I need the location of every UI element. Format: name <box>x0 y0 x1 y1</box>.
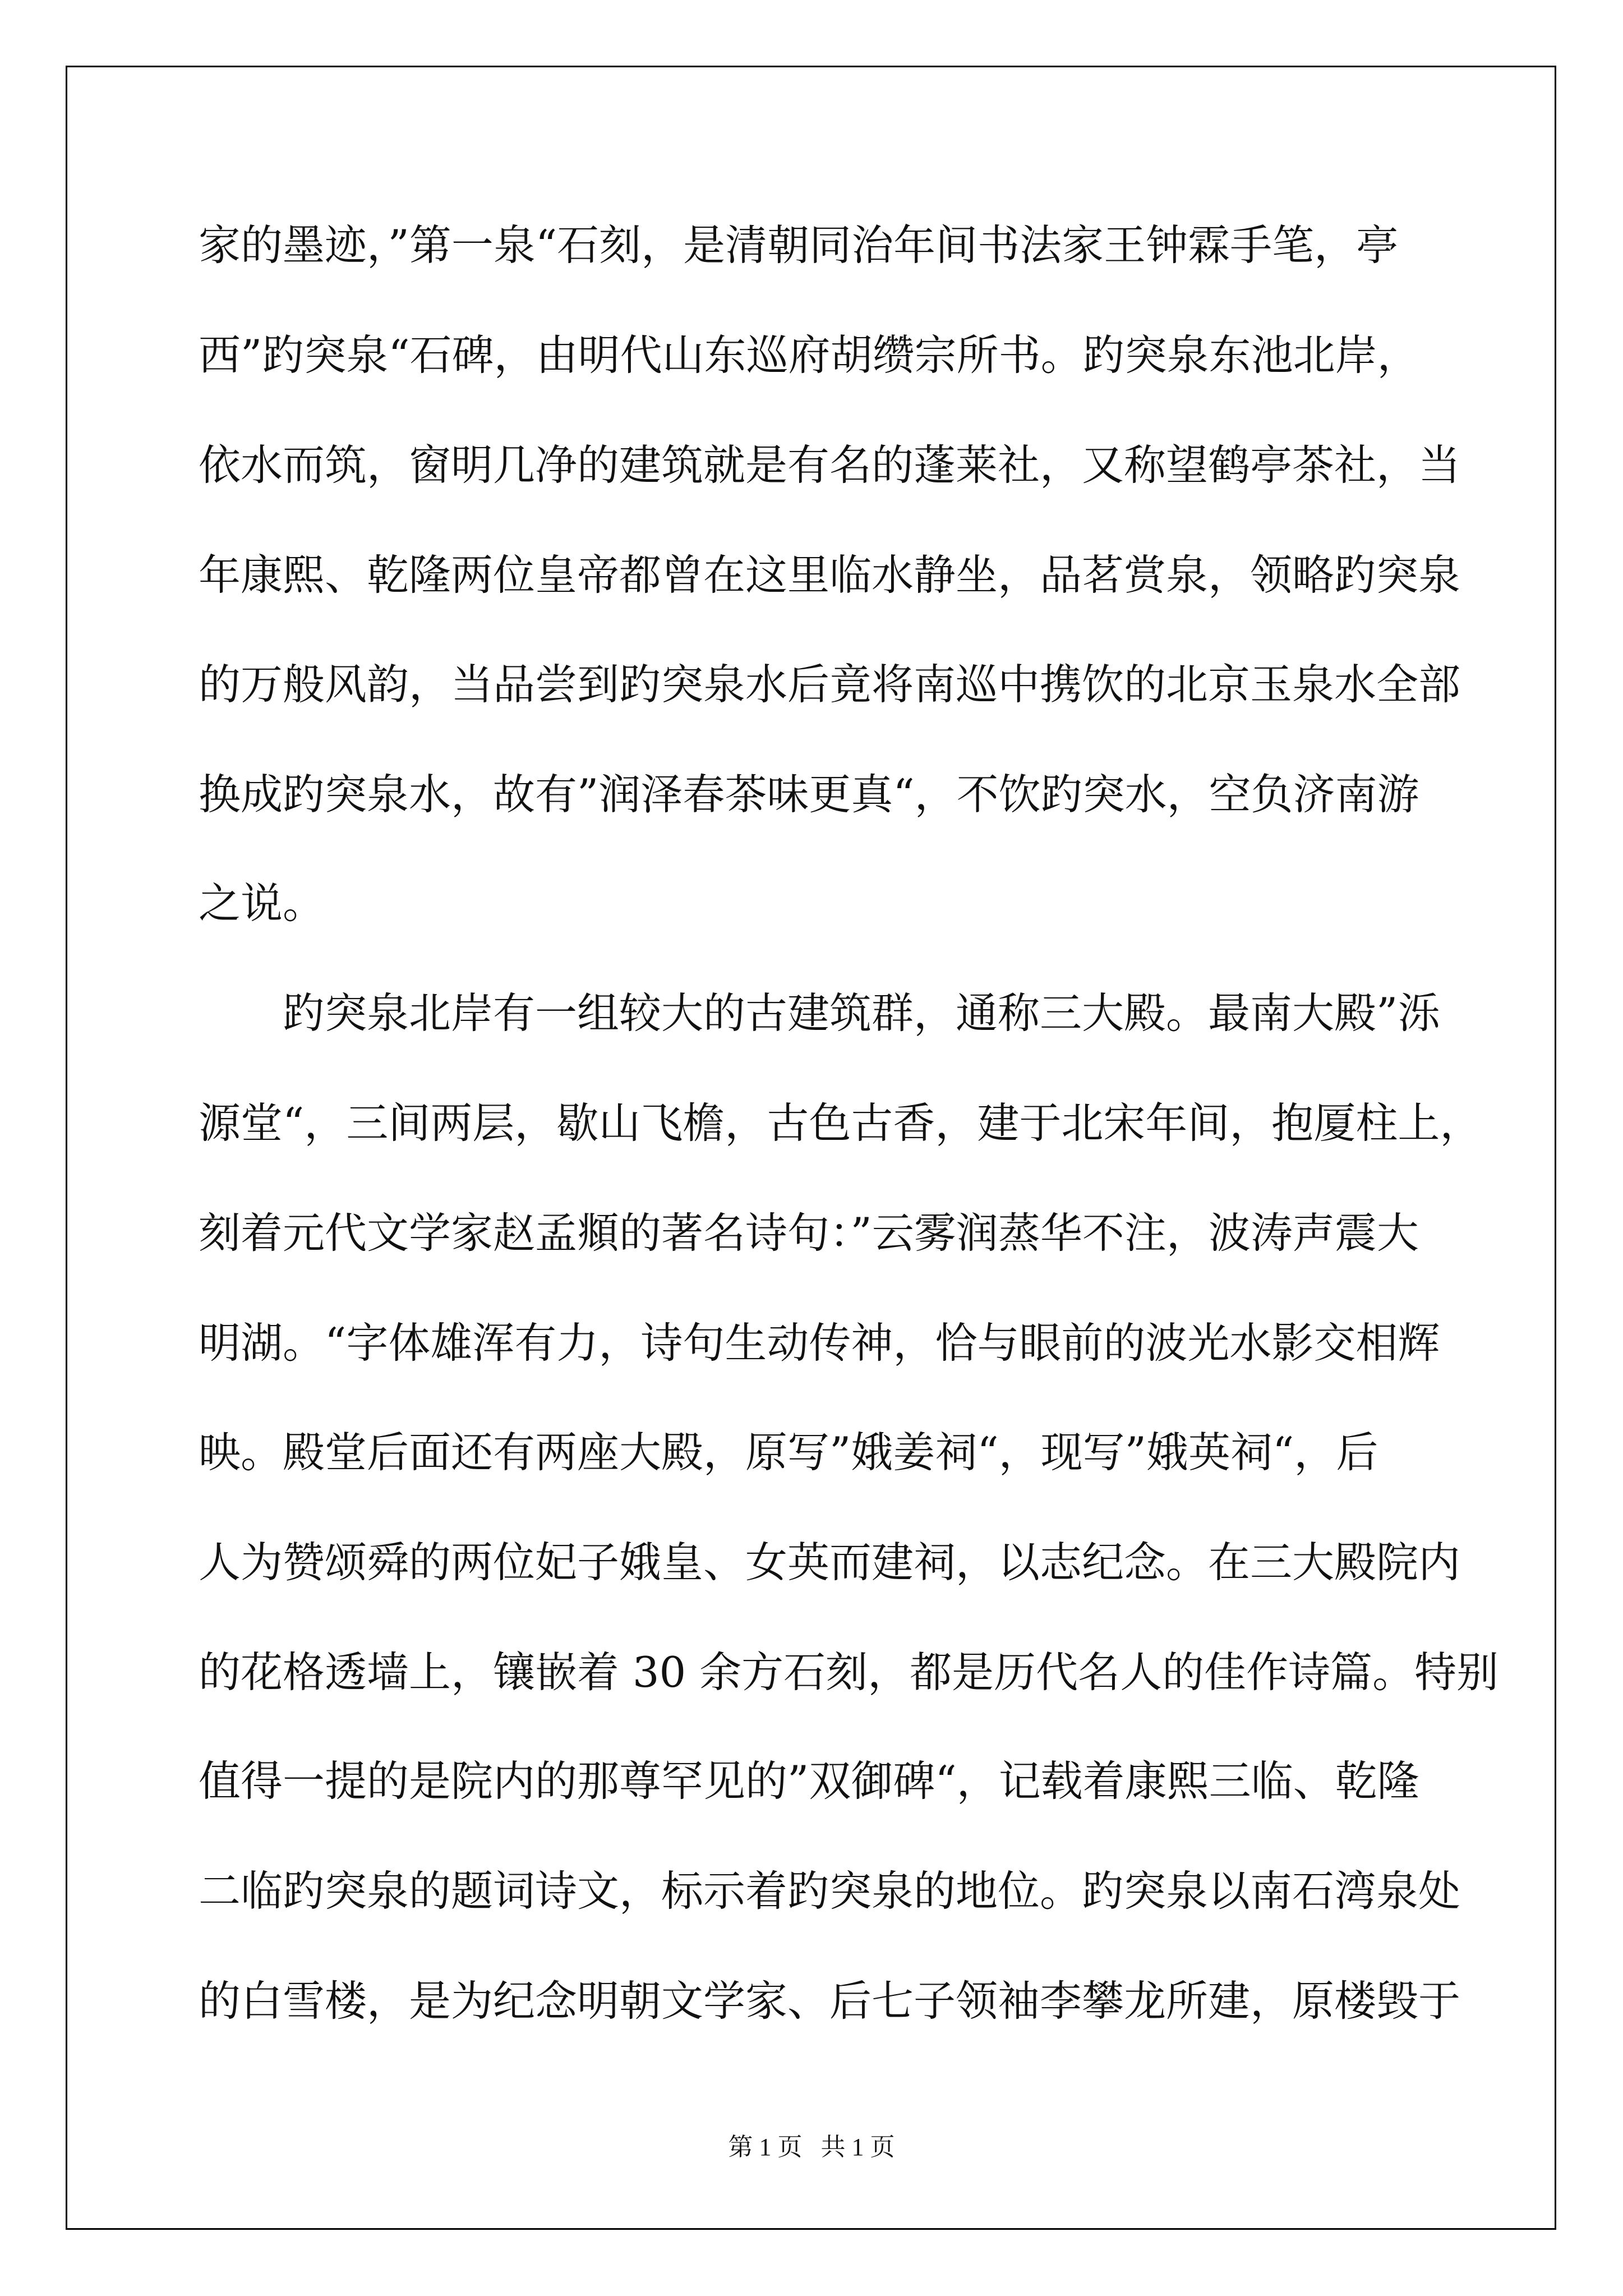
text-line: 明湖。“字体雄浑有力，诗句生动传神，恰与眼前的波光水影交相辉 <box>199 1318 1440 1368</box>
text-line: 的白雪楼，是为纪念明朝文学家、后七子领袖李攀龙所建，原楼毁于 <box>199 1976 1461 2026</box>
text-line: 刻着元代文学家赵孟頫的著名诗句：”云雾润蒸华不注，波涛声震大 <box>199 1208 1419 1258</box>
text-line: 西”趵突泉“石碑，由明代山东巡府胡缵宗所书。趵突泉东池北岸， <box>199 330 1419 380</box>
text-line: 的花格透墙上，镶嵌着 30 余方石刻，都是历代名人的佳作诗篇。特别 <box>199 1648 1499 1697</box>
text-line: 之说。 <box>199 878 325 928</box>
text-line: 人为赞颂舜的两位妃子娥皇、女英而建祠，以志纪念。在三大殿院内 <box>199 1538 1461 1587</box>
page-footer: 第 1 页 共 1 页 <box>728 2133 895 2161</box>
text-line: 映。殿堂后面还有两座大殿，原写”娥姜祠“，现写”娥英祠“，后 <box>199 1428 1378 1477</box>
text-line: 换成趵突泉水，故有”润泽春茶味更真“，不饮趵突水，空负济南游 <box>199 770 1419 819</box>
text-line: 二临趵突泉的题词诗文，标示着趵突泉的地位。趵突泉以南石湾泉处 <box>199 1866 1461 1916</box>
text-line: 源堂“，三间两层，歇山飞檐，古色古香，建于北宋年间，抱厦柱上， <box>199 1098 1482 1148</box>
text-line: 的万般风韵，当品尝到趵突泉水后竟将南巡中携饮的北京玉泉水全部 <box>199 660 1461 709</box>
text-line: 趵突泉北岸有一组较大的古建筑群，通称三大殿。最南大殿”泺 <box>199 988 1440 1038</box>
text-line: 家的墨迹，”第一泉“石刻，是清朝同治年间书法家王钟霖手笔，亭 <box>199 220 1399 270</box>
text-line: 年康熙、乾隆两位皇帝都曾在这里临水静坐，品茗赏泉，领略趵突泉 <box>199 550 1461 600</box>
text-line: 依水而筑，窗明几净的建筑就是有名的蓬莱社，又称望鹤亭茶社，当 <box>199 440 1461 490</box>
text-line: 值得一提的是院内的那尊罕见的”双御碑“，记载着康熙三临、乾隆 <box>199 1756 1419 1806</box>
